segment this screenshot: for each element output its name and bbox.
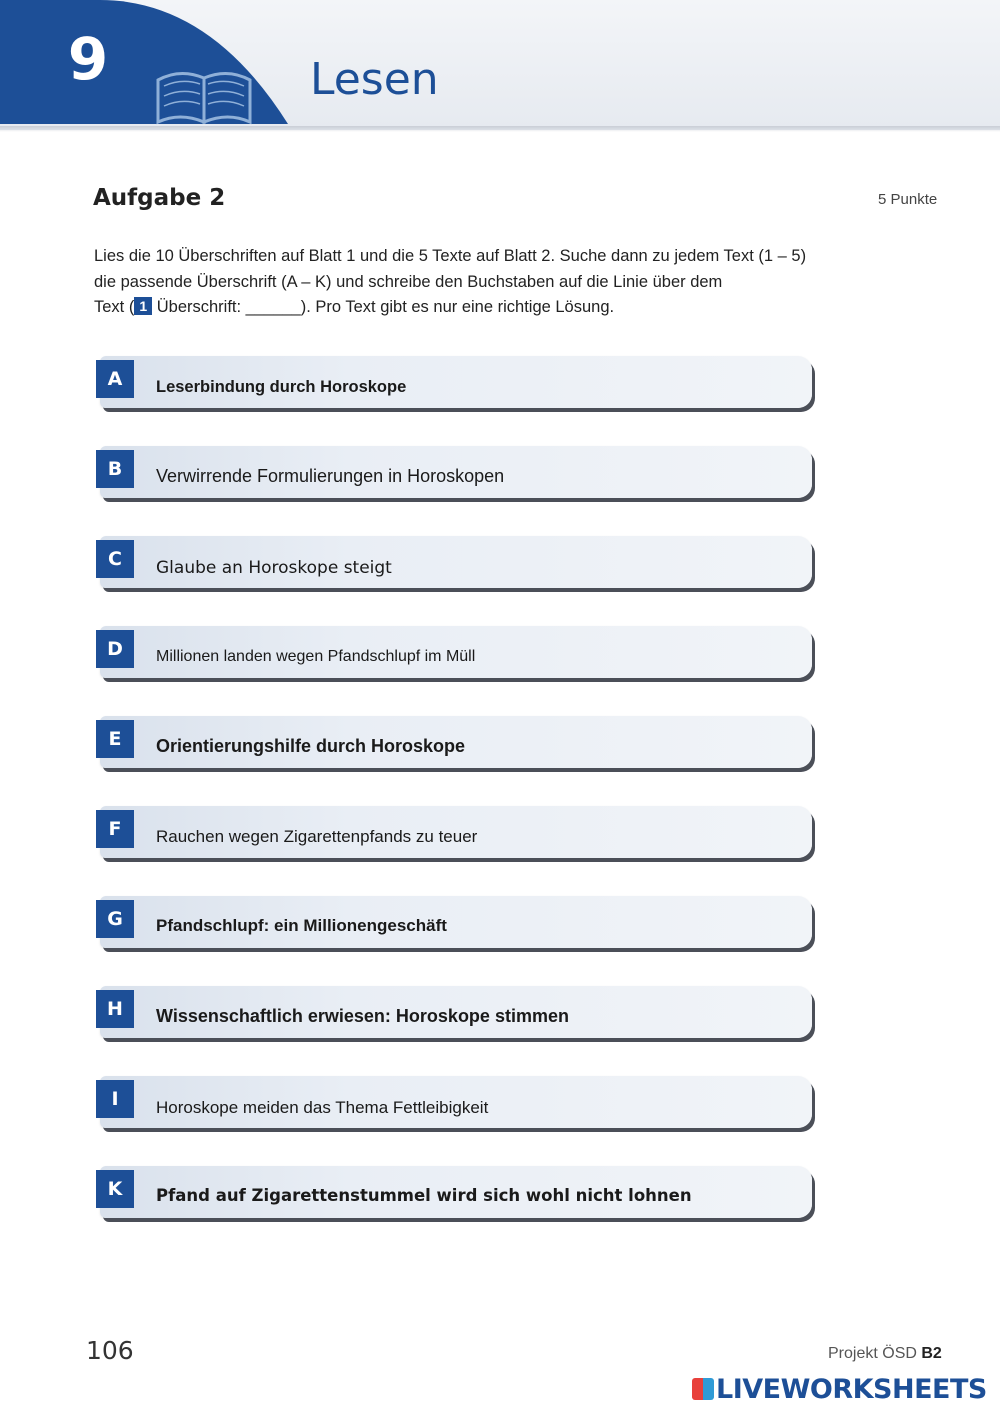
heading-text: Millionen landen wegen Pfandschlupf im Müll (156, 648, 476, 665)
heading-item-f (96, 806, 820, 866)
heading-text: Glaube an Horoskope steigt (156, 558, 392, 578)
text-number-badge: 1 (134, 297, 152, 315)
heading-item-h (96, 986, 820, 1046)
instructions-line-3-end: Überschrift: ______). Pro Text gibt es nur eine richtige Lösung. (152, 298, 615, 316)
heading-letter: C (96, 540, 134, 578)
instructions-line-3-start: Text ( (94, 298, 135, 316)
heading-text: Verwirrende Formulierungen in Horoskopen (156, 466, 505, 486)
heading-item-g (96, 896, 820, 956)
heading-item-d (96, 626, 820, 686)
heading-item-c (96, 536, 820, 596)
heading-letter: F (96, 810, 134, 848)
task-points: 5 Punkte (878, 191, 938, 208)
chapter-number: 9 (67, 25, 109, 93)
heading-letter: A (96, 360, 134, 398)
heading-text: Wissenschaftlich erwiesen: Horoskope stimmen (156, 1006, 569, 1026)
page-number: 106 (86, 1336, 134, 1365)
book-title-text: Projekt ÖSD (828, 1345, 917, 1362)
book-title (828, 1345, 942, 1363)
heading-item-e (96, 716, 820, 776)
liveworksheets-logo (692, 1376, 987, 1403)
heading-letter: B (96, 450, 134, 488)
heading-letter: D (96, 630, 134, 668)
heading-letter: E (96, 720, 134, 758)
heading-item-a (96, 356, 820, 416)
heading-letter: K (96, 1170, 134, 1208)
heading-text: Orientierungshilfe durch Horoskope (156, 736, 466, 756)
task-title: Aufgabe 2 (93, 185, 226, 211)
heading-letter: I (96, 1080, 134, 1118)
instructions-line-2: die passende Überschrift (A – K) und schreibe den Buchstaben auf die Linie über dem (94, 272, 723, 291)
instructions-line-1: Lies die 10 Überschriften auf Blatt 1 und die 5 Texte auf Blatt 2. Suche dann zu jedem Text (1 – 5) (94, 247, 807, 265)
heading-text: Pfand auf Zigarettenstummel wird sich wohl nicht lohnen (156, 1186, 692, 1205)
heading-letter: G (96, 900, 134, 938)
heading-text: Pfandschlupf: ein Millionengeschäft (156, 916, 447, 935)
heading-text: Rauchen wegen Zigarettenpfands zu teuer (156, 827, 478, 846)
section-title: Lesen (310, 54, 439, 105)
heading-letter: H (96, 990, 134, 1028)
heading-item-i (96, 1076, 820, 1136)
open-book-icon (150, 50, 260, 130)
liveworksheets-icon (692, 1378, 714, 1400)
instructions-line-3 (94, 295, 924, 321)
liveworksheets-wordmark: LIVEWORKSHEETS (716, 1374, 987, 1405)
task-instructions (94, 244, 924, 321)
heading-item-k (96, 1166, 820, 1226)
heading-text: Horoskope meiden das Thema Fettleibigkeit (156, 1098, 489, 1117)
book-level: B2 (921, 1345, 942, 1362)
heading-list (96, 356, 820, 1256)
heading-text: Leserbindung durch Horoskope (156, 378, 407, 396)
heading-item-b (96, 446, 820, 506)
